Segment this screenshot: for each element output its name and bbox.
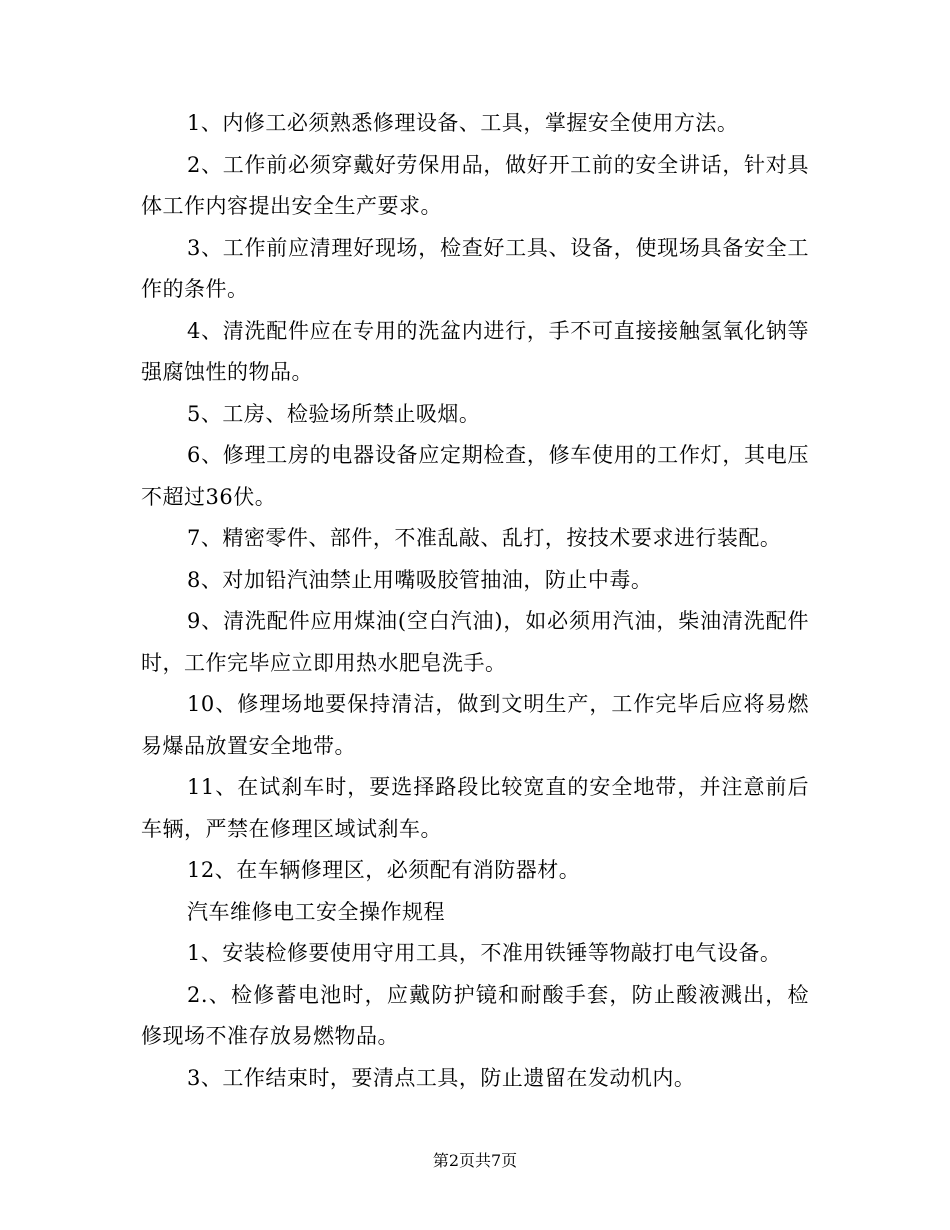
paragraph: 6、修理工房的电器设备应定期检查，修车使用的工作灯，其电压不超过36伏。 [141,443,809,509]
paragraph: 12、在车辆修理区，必须配有消防器材。 [187,858,581,882]
paragraph: 4、清洗配件应在专用的洗盆内进行，手不可直接接触氢氧化钠等强腐蚀性的物品。 [141,318,809,384]
paragraph: 11、在试刹车时，要选择路段比较宽直的安全地带，并注意前后车辆，严禁在修理区域试刹车。 [141,775,809,841]
paragraph: 2.、检修蓄电池时，应戴防护镜和耐酸手套，防止酸液溅出，检修现场不准存放易燃物品。 [141,982,809,1048]
paragraph: 5、工房、检验场所禁止吸烟。 [187,401,481,426]
section-heading: 汽车维修电工安全操作规程 [187,899,445,924]
paragraph: 3、工作前应清理好现场，检查好工具、设备，使现场具备安全工作的条件。 [141,235,809,301]
paragraph: 3、工作结束时，要清点工具，防止遗留在发动机内。 [187,1065,696,1090]
page-number-footer: 第2页共7页 [432,1151,518,1170]
paragraph: 2、工作前必须穿戴好劳保用品，做好开工前的安全讲话，针对具体工作内容提出安全生产要求。 [141,152,809,218]
paragraph: 1、内修工必须熟悉修理设备、工具，掌握安全使用方法。 [187,111,739,135]
paragraph: 1、安装检修要使用守用工具，不准用铁锤等物敲打电气设备。 [187,941,782,965]
paragraph: 8、对加铅汽油禁止用嘴吸胶管抽油，防止中毒。 [187,567,653,592]
paragraph: 7、精密零件、部件，不准乱敲、乱打，按技术要求进行装配。 [187,526,782,550]
paragraph: 10、修理场地要保持清洁，做到文明生产，工作完毕后应将易燃易爆品放置安全地带。 [141,692,809,758]
document-body [141,103,809,1099]
paragraph: 9、清洗配件应用煤油(空白汽油)，如必须用汽油，柴油清洗配件时，工作完毕应立即用热水肥皂洗手。 [141,609,809,675]
